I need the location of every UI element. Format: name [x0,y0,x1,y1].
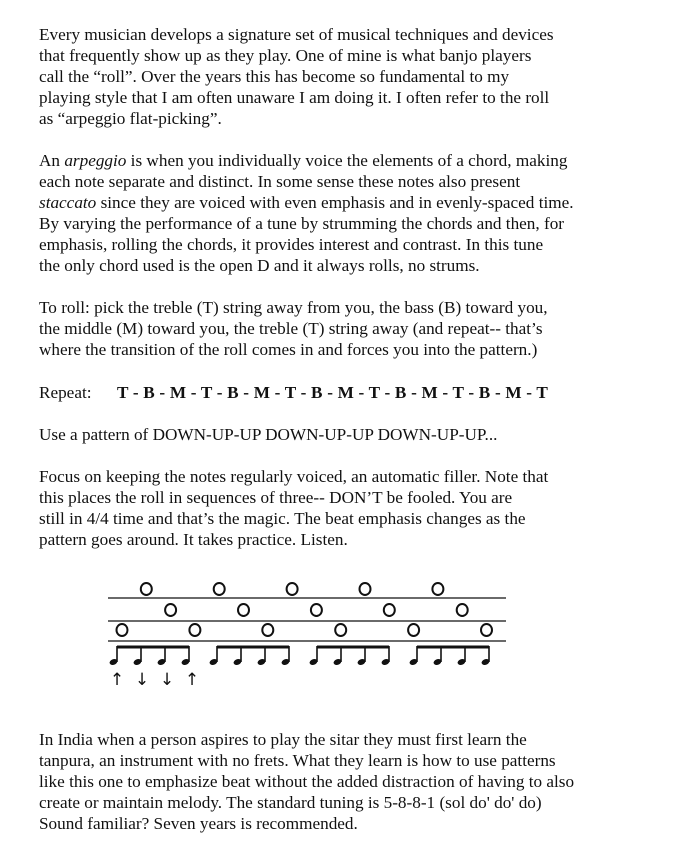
eighth-note-head [281,658,290,666]
up-arrow-icon: ↑ [109,670,125,690]
note-head-bottom [408,624,419,636]
eighth-note-head [357,658,366,666]
note-head-bottom [335,624,346,636]
note-head-middle [311,604,322,616]
note-head-top [432,583,443,595]
text-line: tanpura, an instrument with no frets. What they learn is how to use patterns [39,751,556,770]
text-fragment: is when you individually voice the elements of a chord, making [126,151,568,170]
text-fragment: since they are voiced with even emphasis and in evenly-spaced time. [96,193,574,212]
down-arrow-icon: ↓ [159,670,175,690]
text-line: Every musician develops a signature set of musical techniques and devices [39,25,554,44]
note-head-top [287,583,298,595]
note-head-top [214,583,225,595]
note-head-bottom [189,624,200,636]
text-line: Sound familiar? Seven years is recommended. [39,814,358,833]
repeat-sequence: T - B - M - T - B - M - T - B - M - T - B - M - T - B - M - T [117,383,549,402]
eighth-note-head [333,658,342,666]
tanpura-paragraph [39,729,669,834]
note-head-middle [457,604,468,616]
text-line: Focus on keeping the notes regularly voiced, an automatic filler. Note that [39,467,549,486]
text-line [39,192,669,213]
note-head-bottom [481,624,492,636]
eighth-note-head [157,658,166,666]
text-line: By varying the performance of a tune by strumming the chords and then, for [39,214,565,233]
text-line [39,150,669,171]
text-line: that frequently show up as they play. One of mine is what banjo players [39,46,532,65]
notes-layer [117,583,493,636]
text-line: still in 4/4 time and that’s the magic. The beat emphasis changes as the [39,509,526,528]
arpeggio-term: arpeggio [64,151,127,170]
text-line: each note separate and distinct. In some sense these notes also present [39,172,521,191]
note-head-top [141,583,152,595]
text-line: In India when a person aspires to play the sitar they must first learn the [39,730,527,749]
focus-paragraph [39,466,669,550]
text-line: this places the roll in sequences of three-- DON’T be fooled. You are [39,488,513,507]
eighth-note-head [209,658,218,666]
eighth-note-head [133,658,142,666]
roll-instructions-paragraph [39,297,669,360]
intro-paragraph [39,24,669,129]
note-head-top [360,583,371,595]
eighth-note-head [409,658,418,666]
arrows-layer [110,670,199,690]
text-line: like this one to emphasize beat without the added distraction of having to also [39,772,575,791]
note-head-middle [165,604,176,616]
eighth-note-head [181,658,190,666]
eighth-note-head [457,658,466,666]
eighth-note-head [381,658,390,666]
note-head-bottom [117,624,128,636]
eighth-note-head [481,658,490,666]
repeat-label: Repeat: [39,383,92,402]
note-head-bottom [262,624,273,636]
text-line: emphasis, rolling the chords, it provides interest and contrast. In this tune [39,235,544,254]
rhythm-layer [109,646,490,666]
eighth-note-head [257,658,266,666]
text-line: the only chord used is the open D and it always rolls, no strums. [39,256,480,275]
text-line: create or maintain melody. The standard tuning is 5-8-8-1 (sol do' do' do) [39,793,542,812]
note-head-middle [238,604,249,616]
text-line: pattern goes around. It takes practice. Listen. [39,530,348,549]
eighth-note-head [109,658,118,666]
text-fragment: An [39,151,65,170]
text-line: To roll: pick the treble (T) string away from you, the bass (B) toward you, [39,298,548,317]
text-line: the middle (M) toward you, the treble (T) string away (and repeat-- that’s [39,319,543,338]
eighth-note-head [433,658,442,666]
staccato-term: staccato [39,193,97,212]
text-line: where the transition of the roll comes in and forces you into the pattern.) [39,340,538,359]
eighth-note-head [233,658,242,666]
repeat-line [39,382,669,403]
arpeggio-paragraph [39,150,669,276]
text-line: playing style that I am often unaware I am doing it. I often refer to the roll [39,88,550,107]
note-head-middle [384,604,395,616]
eighth-note-head [309,658,318,666]
text-line: as “arpeggio flat-picking”. [39,109,222,128]
up-arrow-icon: ↑ [184,670,200,690]
text-line: call the “roll”. Over the years this has become so fundamental to my [39,67,510,86]
down-arrow-icon: ↓ [134,670,150,690]
pattern-line: Use a pattern of DOWN-UP-UP DOWN-UP-UP DOWN-UP-UP... [39,425,498,444]
